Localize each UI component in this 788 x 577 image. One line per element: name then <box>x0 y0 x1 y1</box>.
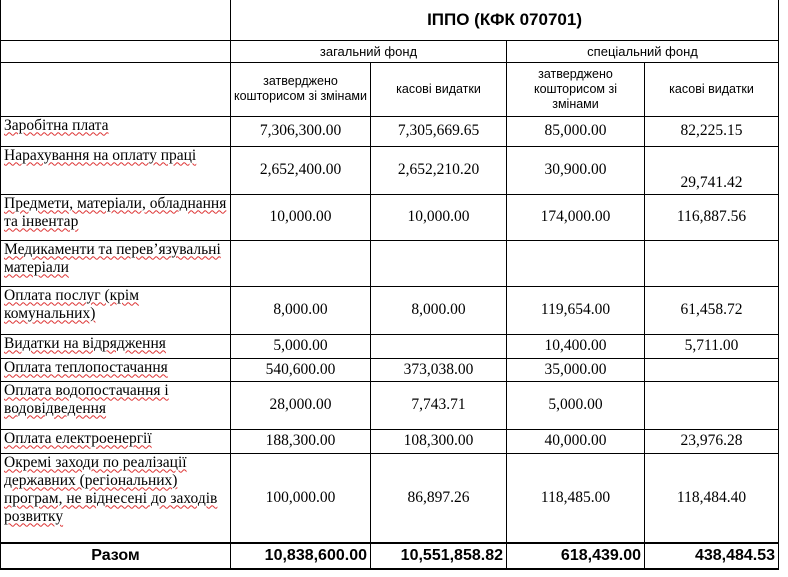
total-label: Разом <box>1 543 231 569</box>
general-cash-cell: 108,300.00 <box>371 429 507 453</box>
general-cash-cell: 7,743.71 <box>371 381 507 429</box>
special-cash-cell: 61,458.72 <box>645 286 779 334</box>
total-general-approved: 10,838,600.00 <box>231 543 371 569</box>
general-cash-cell: 2,652,210.20 <box>371 146 507 194</box>
special-approved-cell: 40,000.00 <box>507 429 645 453</box>
special-cash-cell <box>645 358 779 381</box>
table-row <box>1 194 779 240</box>
total-special-approved: 618,439.00 <box>507 543 645 569</box>
general-cash-cell: 8,000.00 <box>371 286 507 334</box>
special-cash-header: касові видатки <box>645 62 779 116</box>
fund-header-row <box>1 40 779 62</box>
row-label: Оплата послуг (крім комунальних) <box>4 286 140 322</box>
special-cash-cell: 23,976.28 <box>645 429 779 453</box>
general-cash-cell: 86,897.26 <box>371 453 507 543</box>
general-approved-cell: 5,000.00 <box>231 334 371 358</box>
general-approved-cell: 540,600.00 <box>231 358 371 381</box>
general-approved-cell <box>231 240 371 286</box>
special-approved-header: затверджено кошторисом зі змінами <box>507 62 645 116</box>
general-cash-cell: 373,038.00 <box>371 358 507 381</box>
general-cash-cell <box>371 334 507 358</box>
subheader-blank <box>1 62 231 116</box>
general-cash-header: касові видатки <box>371 62 507 116</box>
table-row <box>1 240 779 286</box>
title-blank-cell <box>1 0 231 40</box>
table-row <box>1 334 779 358</box>
special-approved-cell: 5,000.00 <box>507 381 645 429</box>
general-approved-cell: 7,306,300.00 <box>231 116 371 146</box>
total-general-cash: 10,551,858.82 <box>371 543 507 569</box>
special-approved-cell: 35,000.00 <box>507 358 645 381</box>
table-title: ІППО (КФК 070701) <box>231 0 779 40</box>
general-approved-cell: 188,300.00 <box>231 429 371 453</box>
row-label: Оплата водопостачання і водовідведення <box>4 381 169 417</box>
title-row <box>1 0 779 40</box>
special-approved-cell <box>507 240 645 286</box>
general-cash-cell: 10,000.00 <box>371 194 507 240</box>
special-approved-cell: 85,000.00 <box>507 116 645 146</box>
special-approved-cell: 174,000.00 <box>507 194 645 240</box>
general-fund-header: загальний фонд <box>231 40 507 62</box>
table-row <box>1 286 779 334</box>
total-row <box>1 543 779 569</box>
general-approved-cell: 10,000.00 <box>231 194 371 240</box>
general-approved-cell: 28,000.00 <box>231 381 371 429</box>
row-label: Окремі заходи по реалізації державних (регіональних) програм, не віднесені до заходів розвитку <box>4 453 218 525</box>
table-row <box>1 146 779 194</box>
general-approved-cell: 8,000.00 <box>231 286 371 334</box>
row-label: Нарахування на оплату праці <box>4 146 197 164</box>
general-approved-cell: 100,000.00 <box>231 453 371 543</box>
special-cash-cell <box>645 381 779 429</box>
special-cash-cell: 116,887.56 <box>645 194 779 240</box>
general-cash-cell: 7,305,669.65 <box>371 116 507 146</box>
special-fund-header: спеціальний фонд <box>507 40 779 62</box>
row-label: Заробітна плата <box>4 116 109 134</box>
total-special-cash: 438,484.53 <box>645 543 779 569</box>
general-approved-header: затверджено кошторисом зі змінами <box>231 62 371 116</box>
general-approved-cell: 2,652,400.00 <box>231 146 371 194</box>
row-label: Предмети, матеріали, обладнання та інвентар <box>4 194 227 230</box>
special-approved-cell: 119,654.00 <box>507 286 645 334</box>
table-row <box>1 429 779 453</box>
fund-header-blank <box>1 40 231 62</box>
table-row <box>1 381 779 429</box>
table-row <box>1 453 779 543</box>
special-cash-cell: 29,741.42 <box>645 146 779 194</box>
special-cash-cell: 82,225.15 <box>645 116 779 146</box>
row-label: Видатки на відрядження <box>4 334 166 352</box>
general-cash-cell <box>371 240 507 286</box>
special-cash-cell: 118,484.40 <box>645 453 779 543</box>
special-approved-cell: 10,400.00 <box>507 334 645 358</box>
row-label: Оплата електроенергії <box>4 429 152 447</box>
row-label: Медикаменти та перев’язувальні матеріали <box>4 240 221 276</box>
row-label: Оплата теплопостачання <box>4 358 168 376</box>
table-row <box>1 116 779 146</box>
special-approved-cell: 30,900.00 <box>507 146 645 194</box>
table-row <box>1 358 779 381</box>
special-approved-cell: 118,485.00 <box>507 453 645 543</box>
subheader-row <box>1 62 779 116</box>
special-cash-cell: 5,711.00 <box>645 334 779 358</box>
special-cash-cell <box>645 240 779 286</box>
